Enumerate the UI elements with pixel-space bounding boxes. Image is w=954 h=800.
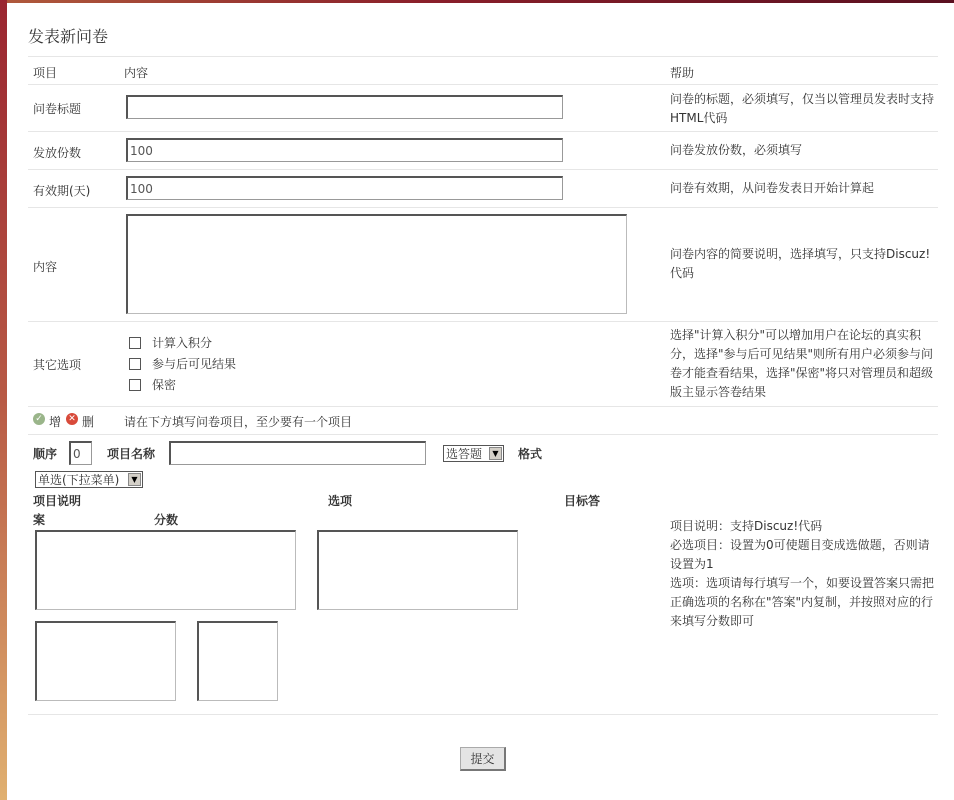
answer-label-wrap: 案 xyxy=(33,513,46,527)
divider xyxy=(28,434,938,435)
score-textarea[interactable] xyxy=(197,621,278,701)
divider xyxy=(28,84,938,85)
title-input[interactable] xyxy=(126,95,563,119)
help-line: 选项：选项请每行填写一个，如要设置答案只需把正确选项的名称在"答案"内复制，并按照对应的行来填写分数即可 xyxy=(670,576,935,628)
help-options: 选择"计算入积分"可以增加用户在论坛的真实积分，选择"参与后可见结果"则所有用户必须参与问卷才能查看结果，选择"保密"将只对管理员和超级版主显示答卷结果 xyxy=(670,328,934,399)
divider xyxy=(28,714,938,715)
visible-after-checkbox-label: 参与后可见结果 xyxy=(152,357,237,371)
question-type-select[interactable] xyxy=(443,445,504,462)
order-label: 顺序 xyxy=(33,447,58,461)
format-label: 格式 xyxy=(518,447,543,461)
item-name-label: 项目名称 xyxy=(107,447,156,461)
score-checkbox-label: 计算入积分 xyxy=(152,336,213,350)
header-content: 内容 xyxy=(124,66,149,80)
answer-label: 目标答 xyxy=(564,494,601,508)
item-desc-textarea[interactable] xyxy=(35,530,296,610)
score-label: 分数 xyxy=(154,513,179,527)
header-item: 项目 xyxy=(33,66,58,80)
format-select[interactable] xyxy=(35,471,143,488)
help-copies: 问卷发放份数，必须填写 xyxy=(670,143,803,157)
label-content: 内容 xyxy=(33,260,58,274)
private-checkbox[interactable] xyxy=(129,379,141,391)
page-title: 发表新问卷 xyxy=(28,27,109,46)
label-title: 问卷标题 xyxy=(33,102,82,116)
divider xyxy=(28,169,938,170)
validity-input[interactable]: 100 xyxy=(126,176,563,200)
add-icon[interactable]: ✓ xyxy=(33,413,45,425)
submit-button[interactable]: 提交 xyxy=(460,747,506,771)
help-question xyxy=(670,517,935,631)
left-accent-bar xyxy=(0,0,7,800)
help-line: 项目说明：支持Discuz!代码 xyxy=(670,519,823,533)
help-validity: 问卷有效期，从问卷发表日开始计算起 xyxy=(670,181,875,195)
label-validity: 有效期(天) xyxy=(33,184,91,198)
dropdown-arrow-icon: ▼ xyxy=(128,473,141,486)
order-input[interactable]: 0 xyxy=(69,441,92,465)
help-content: 问卷内容的简要说明，选择填写，只支持Discuz!代码 xyxy=(670,247,931,280)
divider xyxy=(28,321,938,322)
divider xyxy=(28,406,938,407)
options-label: 选项 xyxy=(328,494,353,508)
copies-input[interactable]: 100 xyxy=(126,138,563,162)
item-name-input[interactable] xyxy=(169,441,426,465)
answer-textarea[interactable] xyxy=(35,621,176,701)
top-accent-bar xyxy=(0,0,954,3)
delete-icon[interactable]: ✕ xyxy=(66,413,78,425)
score-checkbox[interactable] xyxy=(129,337,141,349)
label-options: 其它选项 xyxy=(33,358,82,372)
items-hint: 请在下方填写问卷项目，至少要有一个项目 xyxy=(124,415,353,429)
content-textarea[interactable] xyxy=(126,214,627,314)
question-type-value: 选答题 xyxy=(446,447,483,461)
delete-link[interactable]: 删 xyxy=(82,415,95,429)
private-checkbox-label: 保密 xyxy=(152,378,177,392)
format-value: 单选(下拉菜单) xyxy=(38,473,120,487)
dropdown-arrow-icon: ▼ xyxy=(489,447,502,460)
add-link[interactable]: 增 xyxy=(49,415,62,429)
divider xyxy=(28,131,938,132)
visible-after-checkbox[interactable] xyxy=(129,358,141,370)
help-title: 问卷的标题，必须填写，仅当以管理员发表时支持HTML代码 xyxy=(670,92,935,125)
divider xyxy=(28,56,938,57)
help-line: 必选项目：设置为0可使题目变成选做题，否则请设置为1 xyxy=(670,538,930,571)
label-copies: 发放份数 xyxy=(33,146,82,160)
divider xyxy=(28,207,938,208)
item-desc-label: 项目说明 xyxy=(33,494,82,508)
header-help: 帮助 xyxy=(670,66,695,80)
options-textarea[interactable] xyxy=(317,530,518,610)
